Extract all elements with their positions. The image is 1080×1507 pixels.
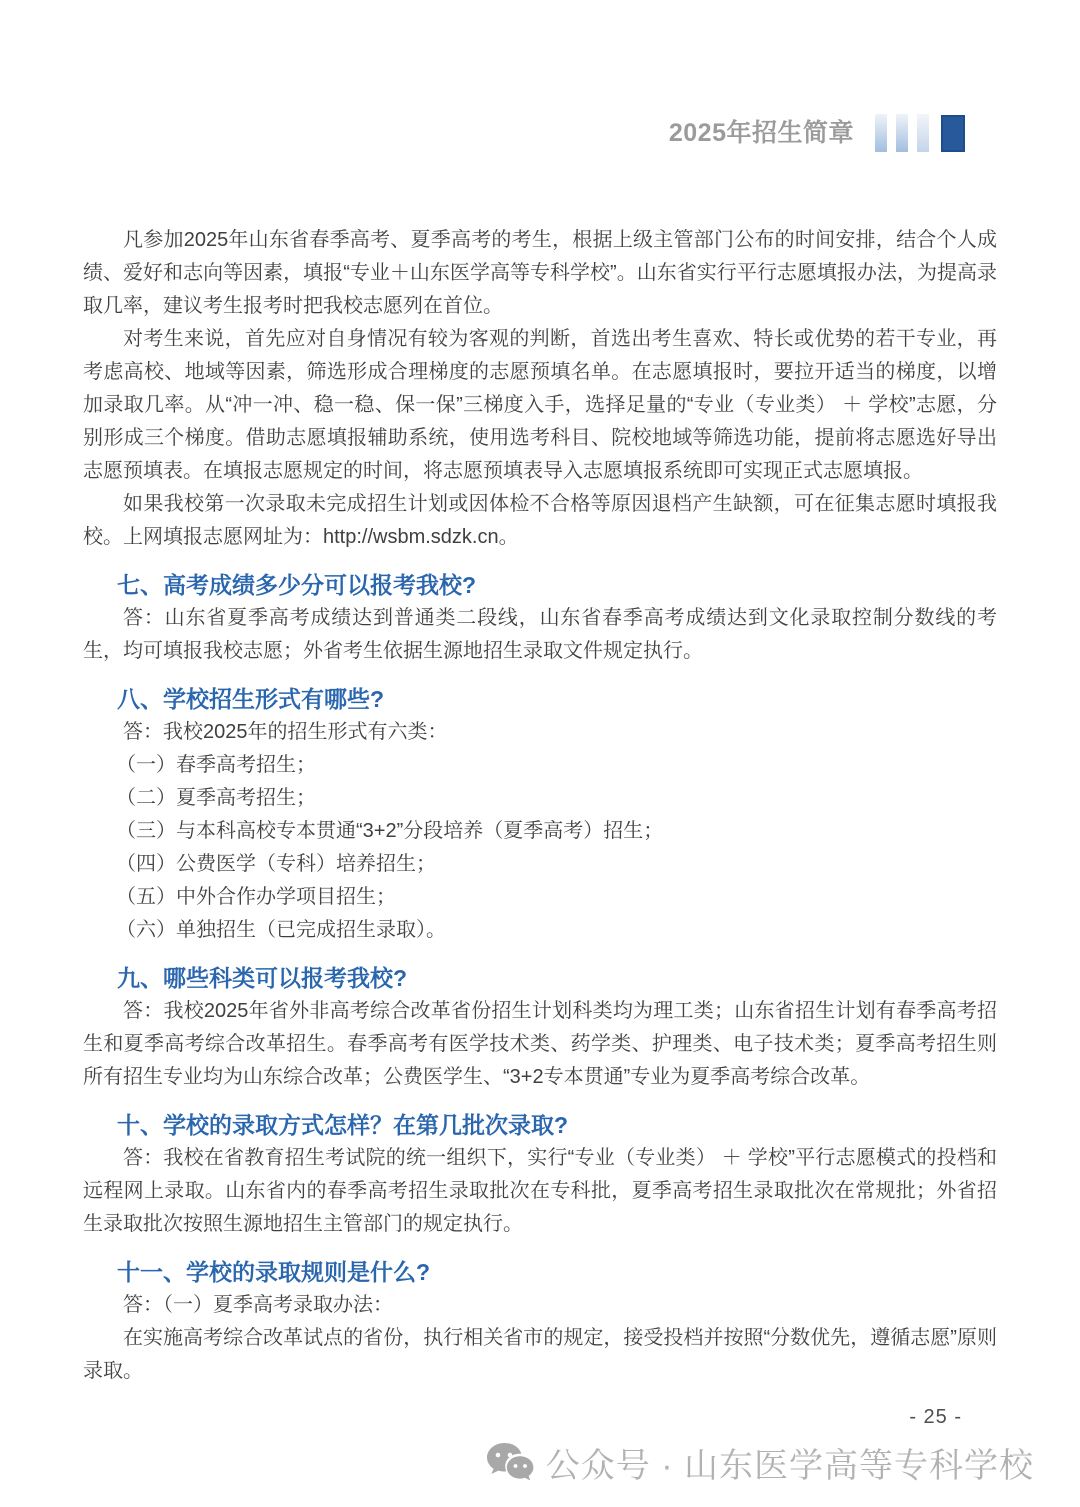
section-heading: 九、哪些科类可以报考我校?: [117, 965, 408, 991]
header-decor-square: [941, 115, 965, 152]
intro-paragraph: 对考生来说，首先应对自身情况有较为客观的判断，首选出考生喜欢、特长或优势的若干专业，再考虑高校、地域等因素，筛选形成合理梯度的志愿预填名单。在志愿填报时，要拉开适当的梯度，以增加录取几率。从“冲一冲、稳一稳、保一保”三梯度入手，选择足量的“专业（专业类） ＋ 学校”志愿，分别形成三个梯度。借助志愿填报辅助系统，使用选考科目、院校地域等筛选功能，提前将志愿选好导出志愿预填表。在填报志愿规定的时间，将志愿预填表导入志愿填报系统即可实现正式志愿填报。: [83, 328, 997, 482]
enrollment-type-item: （三）与本科高校专本贯通“3+2”分段培养（夏季高考）招生；: [116, 820, 664, 842]
section-heading: 八、学校招生形式有哪些?: [117, 686, 385, 712]
answer-paragraph: 答：我校2025年省外非高考综合改革省份招生计划科类均为理工类；山东省招生计划有春季高考招生和夏季高考综合改革招生。春季高考有医学技术类、药学类、护理类、电子技术类；夏季高考招生则所有招生专业均为山东综合改革；公费医学生、“3+2专本贯通”专业为夏季高考综合改革。: [83, 1000, 997, 1088]
section-heading: 七、高考成绩多少分可以报考我校?: [117, 572, 477, 598]
qa-section: [83, 961, 997, 1094]
header-decor-bar-1: [875, 114, 887, 152]
header-title: 2025年招生简章: [668, 119, 854, 147]
intro-paragraph: 凡参加2025年山东省春季高考、夏季高考的考生，根据上级主管部门公布的时间安排，结合个人成绩、爱好和志向等因素，填报“专业＋山东医学高等专科学校”。山东省实行平行志愿填报办法，为提高录取几率，建议考生报考时把我校志愿列在首位。: [83, 229, 997, 317]
enrollment-type-item: （四）公费医学（专科）培养招生；: [116, 853, 436, 875]
enrollment-type-item: （二）夏季高考招生；: [116, 787, 316, 809]
wechat-icon: [484, 1441, 536, 1485]
qa-section: [83, 1108, 997, 1241]
answer-paragraph: 答：（一）夏季高考录取办法：: [123, 1294, 393, 1316]
qa-section: [83, 682, 997, 947]
header-decor-bar-2: [896, 114, 908, 152]
answer-paragraph: 答：山东省夏季高考成绩达到普通类二段线，山东省春季高考成绩达到文化录取控制分数线的考生，均可填报我校志愿；外省考生依据生源地招生录取文件规定执行。: [83, 607, 997, 662]
document-body: [83, 224, 997, 1388]
qa-sections: [83, 568, 997, 1388]
section-heading: 十一、学校的录取规则是什么?: [117, 1259, 431, 1285]
enrollment-type-item: （六）单独招生（已完成招生录取）。: [116, 919, 446, 941]
answer-paragraph: 答：我校在省教育招生考试院的统一组织下，实行“专业（专业类） ＋ 学校”平行志愿模式的投档和远程网上录取。山东省内的春季高考招生录取批次在专科批，夏季高考招生录取批次在常规批；外省招生录取批次按照生源地招生主管部门的规定执行。: [83, 1147, 997, 1235]
section-heading: 十、学校的录取方式怎样？在第几批次录取?: [117, 1112, 569, 1138]
qa-section: [83, 568, 997, 668]
answer-paragraph: 答：我校2025年的招生形式有六类：: [123, 721, 448, 743]
enrollment-type-item: （一）春季高考招生；: [116, 754, 316, 776]
answer-paragraph: 在实施高考综合改革试点的省份，执行相关省市的规定，接受投档并按照“分数优先，遵循志愿”原则录取。: [83, 1327, 997, 1382]
watermark: [484, 1438, 1034, 1487]
intro-paragraphs: [83, 224, 997, 554]
header-decor-bar-3: [917, 114, 929, 152]
header-decor: [866, 114, 965, 152]
page-header: [0, 112, 965, 154]
qa-section: [83, 1255, 997, 1388]
watermark-text: 公众号 · 山东医学高等专科学校: [545, 1447, 1034, 1485]
intro-paragraph: 如果我校第一次录取未完成招生计划或因体检不合格等原因退档产生缺额，可在征集志愿时填报我校。上网填报志愿网址为：http://wsbm.sdzk.cn。: [83, 493, 997, 548]
enrollment-type-item: （五）中外合作办学项目招生；: [116, 886, 396, 908]
page-number: - 25 -: [909, 1406, 962, 1428]
